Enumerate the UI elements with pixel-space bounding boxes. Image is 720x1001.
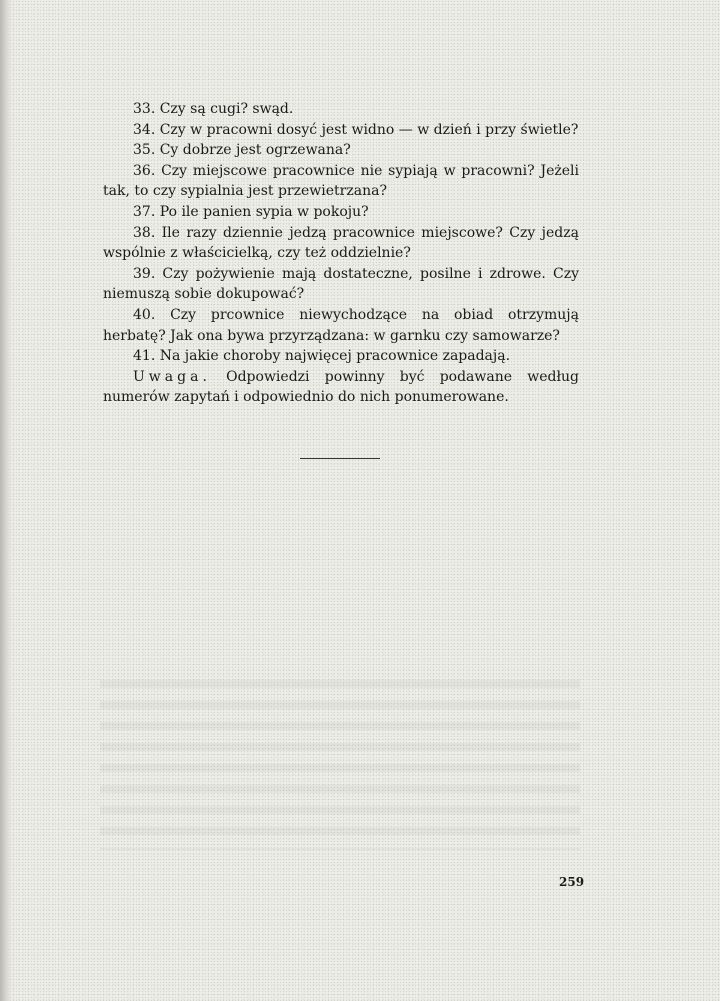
- question-38: 38. Ile razy dziennie jedzą pracownice miejscowe? Czy jedzą wspólnie z właścicielką, czy też oddzielnie?: [103, 224, 579, 262]
- show-through-text: [100, 680, 580, 850]
- note-text: Odpowiedzi powinny być podawane według numerów zapytań i odpowiednio do nich ponumerowane.: [103, 368, 579, 406]
- note-label: Uwaga.: [133, 368, 211, 385]
- question-34: 34. Czy w pracowni dosyć jest widno — w dzień i przy świetle?: [133, 121, 579, 138]
- note-paragraph: [103, 367, 579, 408]
- question-41: 41. Na jakie choroby najwięcej pracownice zapadają.: [133, 348, 511, 365]
- question-33: 33. Czy są cugi? swąd.: [133, 101, 294, 117]
- page-edge-shadow: [0, 0, 12, 1001]
- question-35: 35. Cy dobrze jest ogrzewana?: [133, 142, 351, 159]
- question-36: 36. Czy miejscowe pracownice nie sypiają w pracowni? Jeżeli tak, to czy sypialnia jest przewietrzana?: [103, 162, 579, 200]
- page-number: 259: [559, 875, 585, 889]
- section-divider: [300, 458, 380, 459]
- question-37: 37. Po ile panien sypia w pokoju?: [133, 203, 369, 220]
- question-39: 39. Czy pożywienie mają dostateczne, posilne i zdrowe. Czy niemuszą sobie dokupować?: [103, 265, 579, 303]
- question-40: 40. Czy prcownice niewychodzące na obiad otrzymują herbatę? Jak ona bywa przyrządzana: w garnku czy samowarze?: [103, 306, 579, 344]
- questionnaire-text: [103, 99, 579, 408]
